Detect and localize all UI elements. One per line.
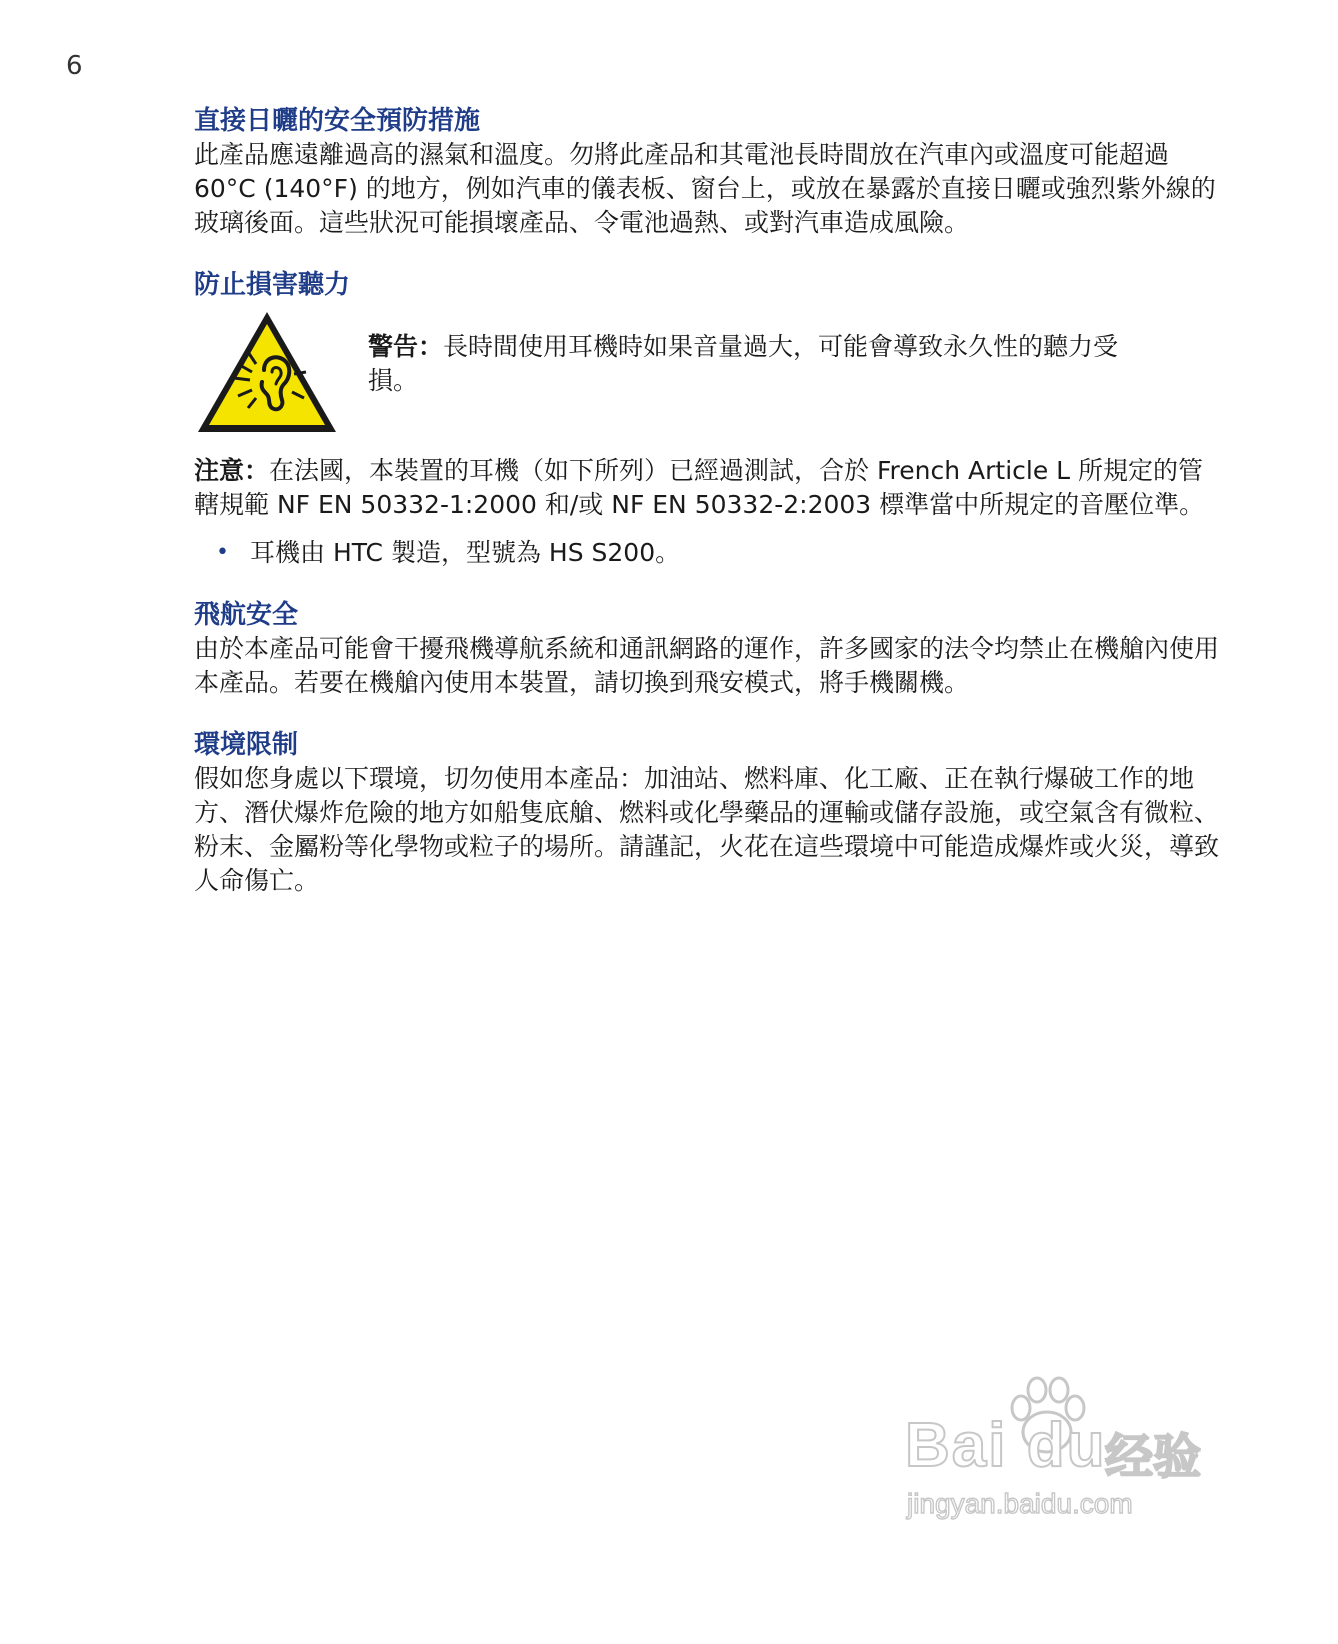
watermark-logo: Bai du [905, 1411, 1107, 1480]
hearing-damage-warning-icon [194, 308, 340, 436]
section-hearing [194, 268, 1224, 570]
note-label: 注意： [194, 456, 270, 485]
hearing-note [194, 454, 1224, 522]
baidu-jingyan-watermark [905, 1370, 1235, 1530]
section-body-sun: 此產品應遠離過高的濕氣和溫度。勿將此產品和其電池長時間放在汽車內或溫度可能超過 60°C (140°F) 的地方，例如汽車的儀表板、窗台上，或放在暴露於直接日曬或強烈紫外線的玻璃後面。這些狀況可能損壞產品、令電池過熱、或對汽車造成風險。 [194, 140, 1216, 237]
hearing-warning-row [194, 308, 1224, 436]
watermark-cn: 经验 [1105, 1429, 1202, 1485]
note-message: 在法國，本裝置的耳機（如下所列）已經過測試，合於 French Article L 所規定的管轄規範 NF EN 50332-1:2000 和/或 NF EN 50332-2:2003 標準當中所規定的音壓位準。 [194, 456, 1205, 519]
warning-label: 警告： [368, 332, 444, 361]
warning-message: 長時間使用耳機時如果音量過大，可能會導致永久性的聽力受損。 [368, 332, 1119, 395]
document-body [194, 104, 1224, 926]
section-body-environment: 假如您身處以下環境，切勿使用本產品：加油站、燃料庫、化工廠、正在執行爆破工作的地方、潛伏爆炸危險的地方如船隻底艙、燃料或化學藥品的運輸或儲存設施，或空氣含有微粒、粉末、金屬粉等化學物或粒子的場所。請謹記，火花在這些環境中可能造成爆炸或火災，導致人命傷亡。 [194, 764, 1220, 895]
section-heading-flight: 飛航安全 [194, 600, 299, 630]
bullet-text: 耳機由 HTC 製造，型號為 HS S200。 [250, 538, 681, 567]
hearing-bullet-list [194, 536, 1224, 570]
bullet-dot-icon: • [216, 540, 229, 565]
list-item [194, 536, 1224, 570]
page-number: 6 [66, 51, 83, 81]
watermark-url: jingyan.baidu.com [907, 1488, 1133, 1519]
section-flight-safety [194, 598, 1224, 700]
section-heading-sun: 直接日曬的安全預防措施 [194, 106, 481, 136]
section-environment [194, 728, 1224, 898]
hearing-warning-text [368, 330, 1148, 398]
section-body-flight: 由於本產品可能會干擾飛機導航系統和通訊網路的運作，許多國家的法令均禁止在機艙內使用本產品。若要在機艙內使用本裝置，請切換到飛安模式，將手機關機。 [194, 634, 1220, 697]
section-sun-safety [194, 104, 1224, 240]
section-heading-hearing: 防止損害聽力 [194, 270, 351, 300]
section-heading-environment: 環境限制 [194, 730, 299, 760]
